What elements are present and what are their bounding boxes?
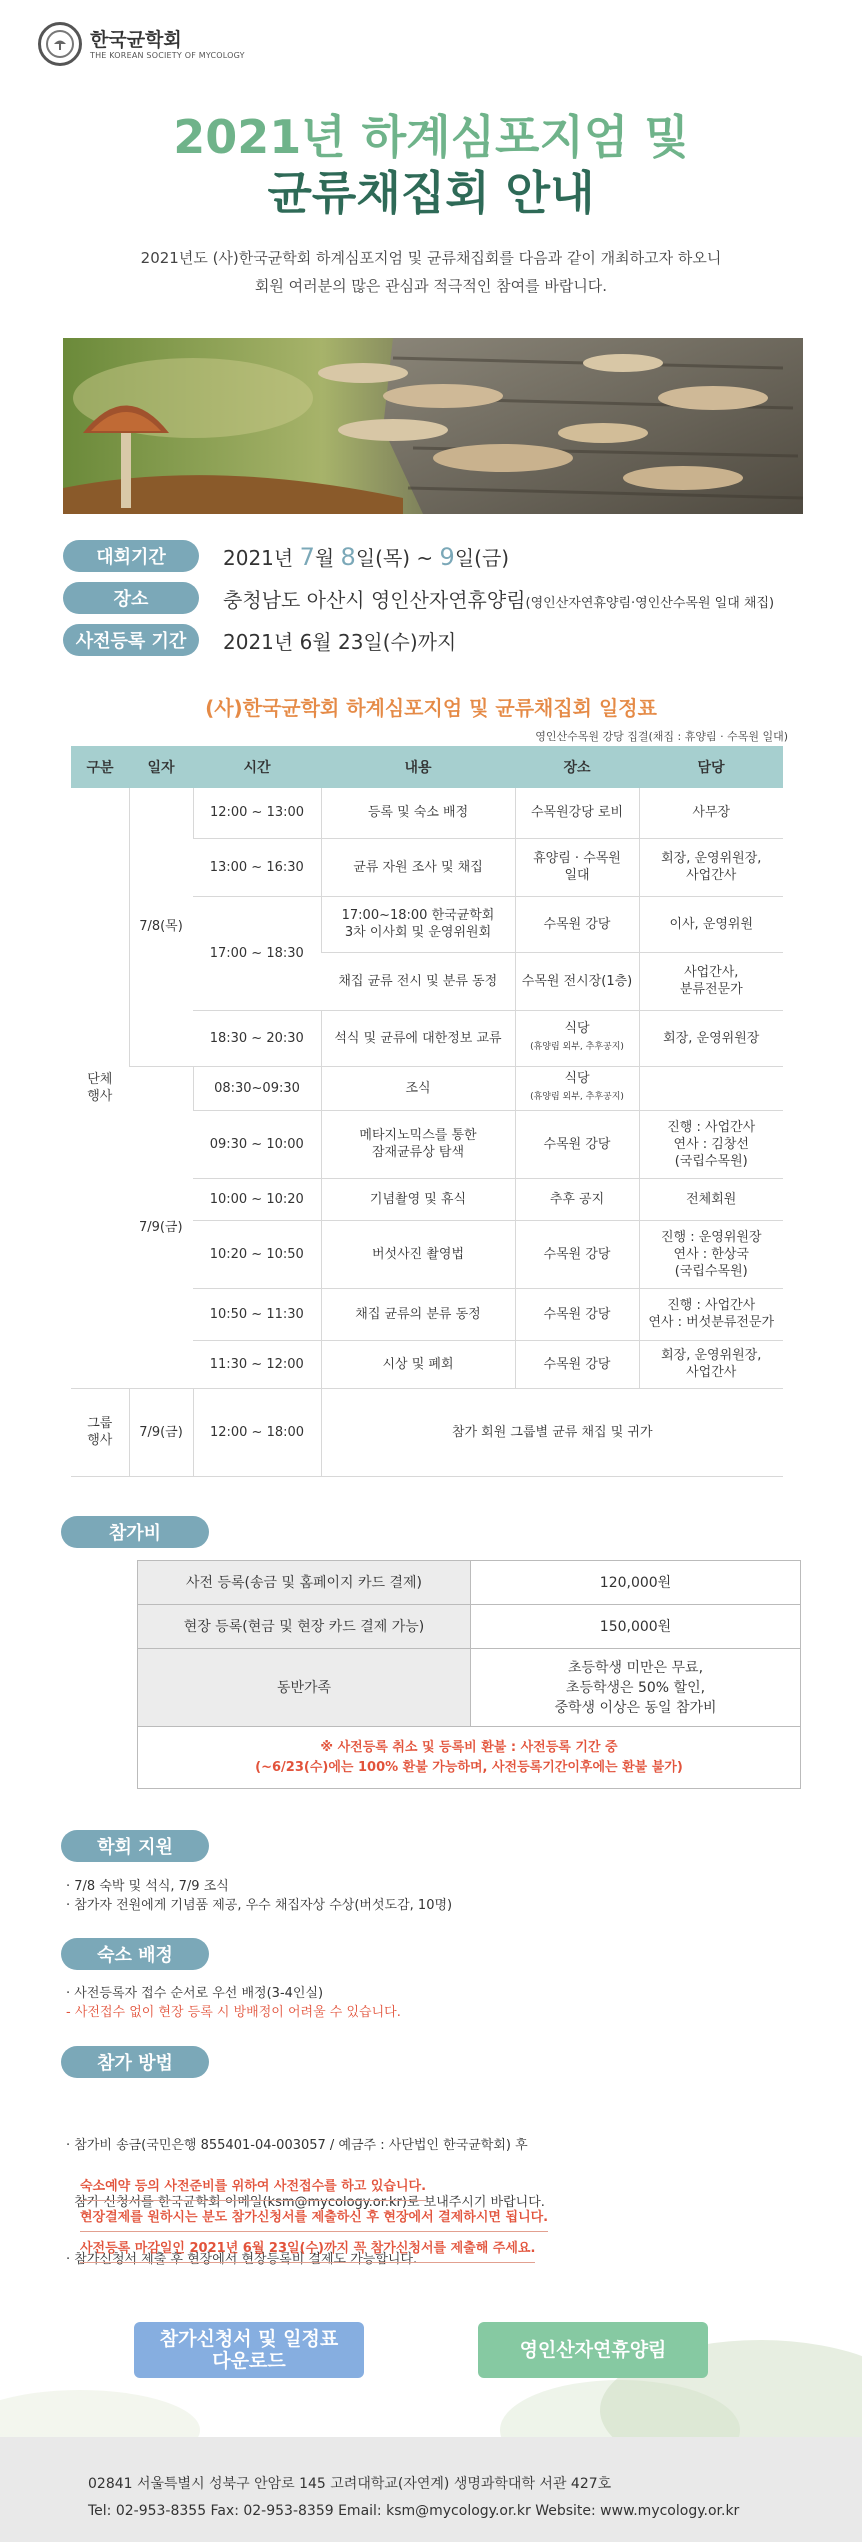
page-title-line2: 균류채집회 안내: [267, 166, 595, 220]
resp-cell: 사무장: [639, 788, 783, 838]
content-cell: 채집 균류의 분류 동정: [321, 1288, 515, 1340]
date-cell-1: 7/8(목): [129, 788, 193, 1066]
resp-cell: 회장, 운영위원장, 사업간사: [639, 838, 783, 896]
resp-cell: 회장, 운영위원장: [639, 1010, 783, 1066]
society-emblem-icon: [38, 22, 82, 66]
content-cell: 참가 회원 그룹별 균류 채집 및 귀가: [321, 1388, 783, 1476]
place-cell: 식당 (휴양림 외부, 추후공지): [515, 1066, 639, 1110]
group-cell-2: 그룹 행사: [71, 1388, 129, 1476]
resp-cell: 회장, 운영위원장, 사업간사: [639, 1340, 783, 1388]
foliage-background: [0, 2280, 862, 2440]
place-cell: 수목원 강당: [515, 1220, 639, 1288]
time-cell: 10:20 ~ 10:50: [193, 1220, 321, 1288]
fee-row: [138, 1605, 801, 1649]
list-item: · 사전등록자 접수 순서로 우선 배정(3-4인실): [66, 1986, 324, 2001]
time-cell: 13:00 ~ 16:30: [193, 838, 321, 896]
place-cell: 추후 공지: [515, 1178, 639, 1220]
table-row: [71, 1066, 783, 1110]
lodging-list: [66, 1984, 401, 2022]
resp-cell: 진행 : 사업간사 연사 : 버섯분류전문가: [639, 1288, 783, 1340]
content-cell: 조식: [321, 1066, 515, 1110]
note-line: 현장결제를 원하시는 분도 참가신청서를 제출하신 후 현장에서 결제하시면 됩니다.: [80, 2207, 548, 2232]
refund-note: ※ 사전등록 취소 및 등록비 환불 : 사전등록 기간 중 (~6/23(수)에는 100% 환불 가능하며, 사전등록기간이후에는 환불 불가): [138, 1727, 801, 1789]
download-application-button[interactable]: 참가신청서 및 일정표 다운로드: [134, 2322, 364, 2378]
resp-cell: 이사, 운영위원: [639, 896, 783, 952]
schedule-note: 영인산수목원 강당 집결(채집 : 휴양림 · 수목원 일대): [535, 730, 788, 743]
fee-row: [138, 1649, 801, 1727]
content-cell: 균류 자원 조사 및 채집: [321, 838, 515, 896]
place-cell: 수목원강당 로비: [515, 788, 639, 838]
list-item: 참가 신청서를 한국균학회 이메일(ksm@mycology.or.kr)로 보내주시기 바랍니다.: [66, 2195, 545, 2210]
place-cell: 수목원 강당: [515, 1288, 639, 1340]
schedule-title: (사)한국균학회 하계심포지엄 및 균류채집회 일정표: [205, 696, 657, 720]
fee-label: 현장 등록(현금 및 현장 카드 결제 가능): [138, 1605, 471, 1649]
content-cell: 등록 및 숙소 배정: [321, 788, 515, 838]
content-cell: 메타지노믹스를 통한 잠재균류상 탐색: [321, 1110, 515, 1178]
list-item: · 참가자 전원에게 기념품 제공, 우수 채집자상 수상(버섯도감, 10명): [66, 1898, 453, 1913]
footer: [0, 2437, 862, 2542]
group-cell-1: 단체 행사: [71, 788, 129, 1388]
place-value: 충청남도 아산시 영인산자연휴양림(영인산자연휴양림·영인산수목원 일대 채집): [223, 587, 775, 612]
resp-cell: [639, 1066, 783, 1110]
time-cell: 12:00 ~ 13:00: [193, 788, 321, 838]
registration-label: 사전등록 기간: [63, 624, 199, 656]
fee-label: 사전 등록(송금 및 홈페이지 카드 결제): [138, 1561, 471, 1605]
resp-cell: 전체회원: [639, 1178, 783, 1220]
content-cell: 채집 균류 전시 및 분류 동정: [321, 952, 515, 1010]
method-section-header: 참가 방법: [61, 2046, 209, 2078]
header-content: 내용: [321, 746, 515, 788]
registration-value: 2021년 6월 23일(수)까지: [223, 629, 457, 654]
forest-link-button[interactable]: 영인산자연휴양림: [478, 2322, 708, 2378]
place-cell: 수목원 강당: [515, 1110, 639, 1178]
time-cell: 11:30 ~ 12:00: [193, 1340, 321, 1388]
resp-cell: 진행 : 사업간사 연사 : 김창선 (국립수목원): [639, 1110, 783, 1178]
date-cell-2: 7/9(금): [129, 1066, 193, 1388]
page-title-line1: 2021년 하계심포지엄 및: [173, 110, 689, 164]
fee-section-header: 참가비: [61, 1516, 209, 1548]
table-row: [71, 788, 783, 838]
note-line: 사전등록 마감일인 2021년 6월 23일(수)까지 꼭 참가신청서를 제출해 주세요.: [80, 2238, 535, 2263]
mushroom-photo: [63, 338, 803, 514]
fee-table: [137, 1560, 801, 1789]
fee-value: 초등학생 미만은 무료, 초등학생은 50% 할인, 중학생 이상은 동일 참가비: [471, 1649, 801, 1727]
footer-contact: Tel: 02-953-8355 Fax: 02-953-8359 Email: ksm@mycology.or.kr Website: www.mycology.or.kr: [88, 2503, 740, 2519]
footer-address: 02841 서울특별시 성북구 안암로 145 고려대학교(자연계) 생명과학대학 서관 427호: [88, 2476, 612, 2492]
registration-row: [63, 624, 456, 656]
intro-line1: 2021년도 (사)한국균학회 하계심포지엄 및 균류채집회를 다음과 같이 개최하고자 하오니: [140, 249, 722, 267]
list-item: · 참가신청서 제출 후 현장에서 현장등록비 결제도 가능합니다.: [66, 2252, 418, 2267]
period-label: 대회기간: [63, 540, 199, 572]
content-cell: 석식 및 균류에 대한정보 교류: [321, 1010, 515, 1066]
table-row: [71, 1388, 783, 1476]
content-cell: 기념촬영 및 휴식: [321, 1178, 515, 1220]
place-row: [63, 582, 774, 614]
period-value: 2021년 7월 8일(목) ~ 9일(금): [223, 542, 510, 571]
resp-cell: 사업간사, 분류전문가: [639, 952, 783, 1010]
content-cell: 17:00~18:00 한국균학회 3차 이사회 및 운영위원회: [321, 896, 515, 952]
place-cell: 수목원 강당: [515, 896, 639, 952]
org-name-english: THE KOREAN SOCIETY OF MYCOLOGY: [90, 50, 245, 60]
list-item: - 사전접수 없이 현장 등록 시 방배정이 어려울 수 있습니다.: [66, 2005, 401, 2020]
method-notes: [80, 2176, 548, 2269]
header-time: 시간: [193, 746, 321, 788]
header-place: 장소: [515, 746, 639, 788]
time-cell: 08:30~09:30: [193, 1066, 321, 1110]
fee-label: 동반가족: [138, 1649, 471, 1727]
fee-row: [138, 1561, 801, 1605]
org-logo[interactable]: [38, 22, 245, 66]
fee-value: 150,000원: [471, 1605, 801, 1649]
fee-value: 120,000원: [471, 1561, 801, 1605]
period-row: [63, 540, 509, 572]
content-cell: 버섯사진 촬영법: [321, 1220, 515, 1288]
place-cell: 수목원 전시장(1층): [515, 952, 639, 1010]
place-cell: 식당 (휴양림 외부, 추후공지): [515, 1010, 639, 1066]
content-cell: 시상 및 폐회: [321, 1340, 515, 1388]
time-cell: 10:00 ~ 10:20: [193, 1178, 321, 1220]
header-category: 구분: [71, 746, 129, 788]
place-cell: 휴양림 · 수목원 일대: [515, 838, 639, 896]
resp-cell: 진행 : 운영위원장 연사 : 한상국 (국립수목원): [639, 1220, 783, 1288]
table-header-row: [71, 746, 783, 788]
lodging-section-header: 숙소 배정: [61, 1938, 209, 1970]
time-cell: 10:50 ~ 11:30: [193, 1288, 321, 1340]
time-cell: 17:00 ~ 18:30: [193, 896, 321, 1010]
support-list: [66, 1877, 452, 1915]
place-cell: 수목원 강당: [515, 1340, 639, 1388]
note-line: 숙소예약 등의 사전준비를 위하여 사전접수를 하고 있습니다.: [80, 2176, 426, 2201]
time-cell: 09:30 ~ 10:00: [193, 1110, 321, 1178]
list-item: · 참가비 송금(국민은행 855401-04-003057 / 예금주 : 사단법인 한국균학회) 후: [66, 2138, 528, 2153]
header-date: 일자: [129, 746, 193, 788]
fee-note-row: [138, 1727, 801, 1789]
place-label: 장소: [63, 582, 199, 614]
header-responsible: 담당: [639, 746, 783, 788]
org-name-korean: 한국균학회: [90, 28, 182, 51]
support-section-header: 학회 지원: [61, 1830, 209, 1862]
list-item: · 7/8 숙박 및 석식, 7/9 조식: [66, 1879, 229, 1894]
time-cell: 18:30 ~ 20:30: [193, 1010, 321, 1066]
schedule-table: [71, 746, 783, 1477]
time-cell: 12:00 ~ 18:00: [193, 1388, 321, 1476]
date-cell-3: 7/9(금): [129, 1388, 193, 1476]
intro-line2: 회원 여러분의 많은 관심과 적극적인 참여를 바랍니다.: [254, 277, 608, 295]
